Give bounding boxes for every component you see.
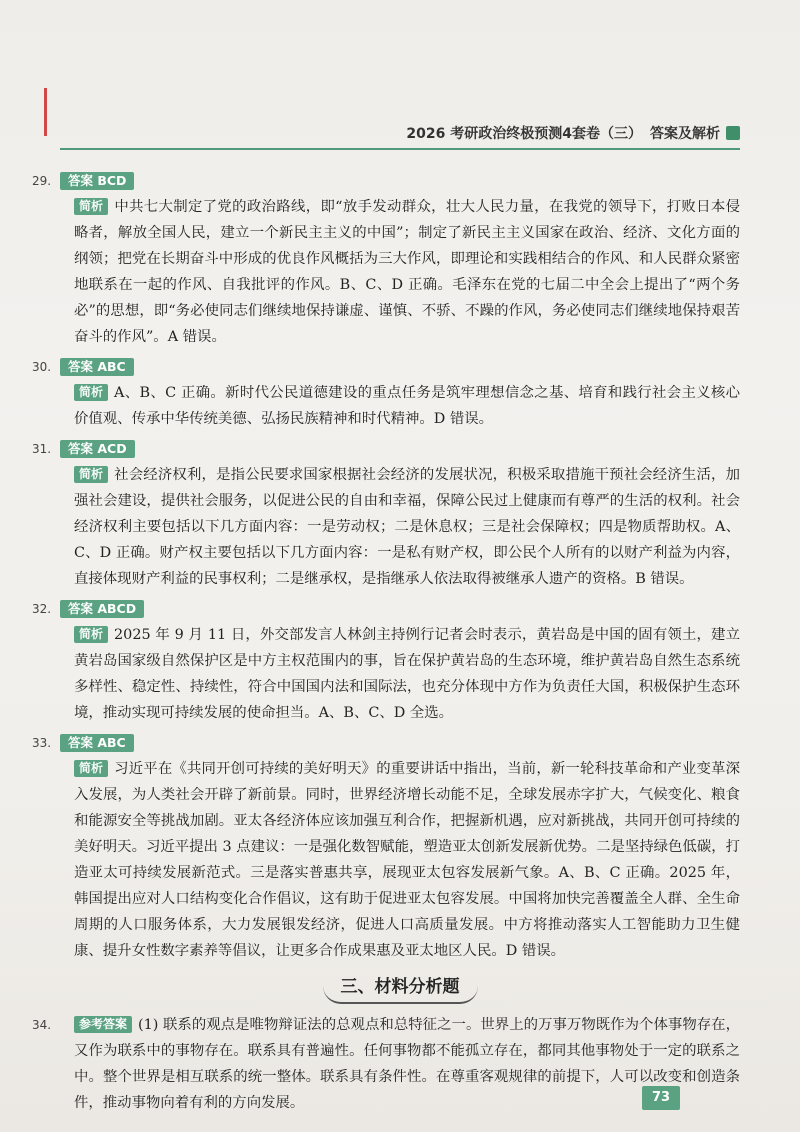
answer-item-29 bbox=[32, 168, 740, 350]
page-header bbox=[60, 122, 740, 144]
answer-item-32 bbox=[32, 596, 740, 726]
question-number: 33. bbox=[32, 736, 52, 750]
answer-row bbox=[32, 354, 740, 380]
analysis-tag: 简析 bbox=[74, 760, 108, 777]
answer-row bbox=[32, 730, 740, 756]
margin-red-mark bbox=[44, 88, 47, 136]
answer-tag: 答案 ACD bbox=[60, 440, 135, 458]
content bbox=[32, 168, 740, 1120]
analysis-paragraph bbox=[60, 756, 740, 964]
question-number: 34. bbox=[32, 1018, 52, 1032]
header-rule bbox=[60, 148, 740, 150]
answer-tag: 答案 BCD bbox=[60, 172, 134, 190]
answer-item-30 bbox=[32, 354, 740, 432]
question-number: 29. bbox=[32, 174, 52, 188]
question-number: 31. bbox=[32, 442, 52, 456]
analysis-text: 社会经济权利，是指公民要求国家根据社会经济的发展状况，积极采取措施干预社会经济生活，加强社会建设，提供社会服务，以促进公民的自由和幸福，保障公民过上健康而有尊严的生活的权利。社会经济权利主要包括以下几方面内容：一是劳动权；二是休息权；三是社会保障权；四是物质帮助权。A、C、D 正确。财产权主要包括以下几方面内容：一是私有财产权，即公民个人所有的以财产利益为内容，直接体现财产利益的民事权利；二是继承权，是指继承人依法取得被继承人遗产的资格。B 错误。 bbox=[74, 467, 740, 587]
answer-tag: 答案 ABC bbox=[60, 734, 134, 752]
question-number: 32. bbox=[32, 602, 52, 616]
answer-tag: 答案 ABC bbox=[60, 358, 134, 376]
answer-item-33 bbox=[32, 730, 740, 964]
answer-row bbox=[32, 596, 740, 622]
analysis-text: 习近平在《共同开创可持续的美好明天》的重要讲话中指出，当前，新一轮科技革命和产业变革深入发展，为人类社会开辟了新前景。同时，世界经济增长动能不足，全球发展赤字扩大，气候变化、粮食和能源安全等挑战加剧。亚太各经济体应该加强互利合作，把握新机遇，应对新挑战，共同开创可持续的美好明天。习近平提出 3 点建议：一是强化数智赋能，塑造亚太创新发展新优势。二是坚持绿色低碳，打造亚太可持续发展新范式。三是落实普惠共享，展现亚太包容发展新气象。A、B、C 正确。2025 年，韩国提出应对人口结构变化合作倡议，这有助于促进亚太包容发展。中国将加快完善覆盖全人群、全生命周期的人口服务体系，大力发展银发经济，促进人口高质量发展。中方将推动落实人工智能助力卫生健康、提升女性数字素养等倡议，让更多合作成果惠及亚太地区人民。D 错误。 bbox=[74, 761, 740, 959]
answer-item-31 bbox=[32, 436, 740, 592]
page-number: 73 bbox=[642, 1086, 680, 1110]
answer-item-34 bbox=[32, 1012, 740, 1116]
analysis-tag: 简析 bbox=[74, 198, 108, 215]
section-title: 三、材料分析题 bbox=[323, 974, 478, 1004]
header-title: 2026 考研政治终极预测4套卷（三） bbox=[406, 126, 642, 142]
analysis-paragraph bbox=[60, 462, 740, 592]
answer-row bbox=[32, 436, 740, 462]
analysis-text: 中共七大制定了党的政治路线，即“放手发动群众，壮大人民力量，在我党的领导下，打败日本侵略者，解放全国人民，建立一个新民主主义的中国”；制定了新民主主义国家在政治、经济、文化方面的纲领；把党在长期奋斗中形成的优良作风概括为三大作风，即理论和实践相结合的作风、和人民群众紧密地联系在一起的作风、自我批评的作风。B、C、D 正确。毛泽东在党的七届二中全会上提出了“两个务必”的思想，即“务必使同志们继续地保持谦虚、谨慎、不骄、不躁的作风，务必使同志们继续地保持艰苦奋斗的作风”。A 错误。 bbox=[74, 199, 740, 345]
reference-answer-paragraph bbox=[32, 1012, 740, 1116]
analysis-tag: 简析 bbox=[74, 384, 108, 401]
reference-answer-tag: 参考答案 bbox=[74, 1016, 132, 1033]
analysis-tag: 简析 bbox=[74, 626, 108, 643]
analysis-text: A、B、C 正确。新时代公民道德建设的重点任务是筑牢理想信念之基、培育和践行社会主义核心价值观、传承中华传统美德、弘扬民族精神和时代精神。D 错误。 bbox=[74, 385, 740, 427]
analysis-paragraph bbox=[60, 622, 740, 726]
analysis-paragraph bbox=[60, 380, 740, 432]
header-square-icon bbox=[726, 126, 740, 140]
reference-answer-text: (1) 联系的观点是唯物辩证法的总观点和总特征之一。世界上的万事万物既作为个体事物存在，又作为联系中的事物存在。联系具有普遍性。任何事物都不能孤立存在，都同其他事物处于一定的联系之中。整个世界是相互联系的统一整体。联系具有条件性。在尊重客观规律的前提下，人可以改变和创造条件，推动事物向着有利的方向发展。 bbox=[74, 1017, 740, 1111]
question-number: 30. bbox=[32, 360, 52, 374]
analysis-paragraph bbox=[60, 194, 740, 350]
answer-tag: 答案 ABCD bbox=[60, 600, 144, 618]
header-badge: 答案及解析 bbox=[650, 126, 720, 142]
analysis-tag: 简析 bbox=[74, 466, 108, 483]
section-heading bbox=[60, 974, 740, 1004]
answer-row bbox=[32, 168, 740, 194]
analysis-text: 2025 年 9 月 11 日，外交部发言人林剑主持例行记者会时表示，黄岩岛是中国的固有领土，建立黄岩岛国家级自然保护区是中方主权范围内的事，旨在保护黄岩岛的生态环境，维护黄岩岛自然生态系统多样性、稳定性、持续性，符合中国国内法和国际法，也充分体现中方作为负责任大国，积极保护生态环境，推动实现可持续发展的使命担当。A、B、C、D 全选。 bbox=[74, 627, 740, 721]
